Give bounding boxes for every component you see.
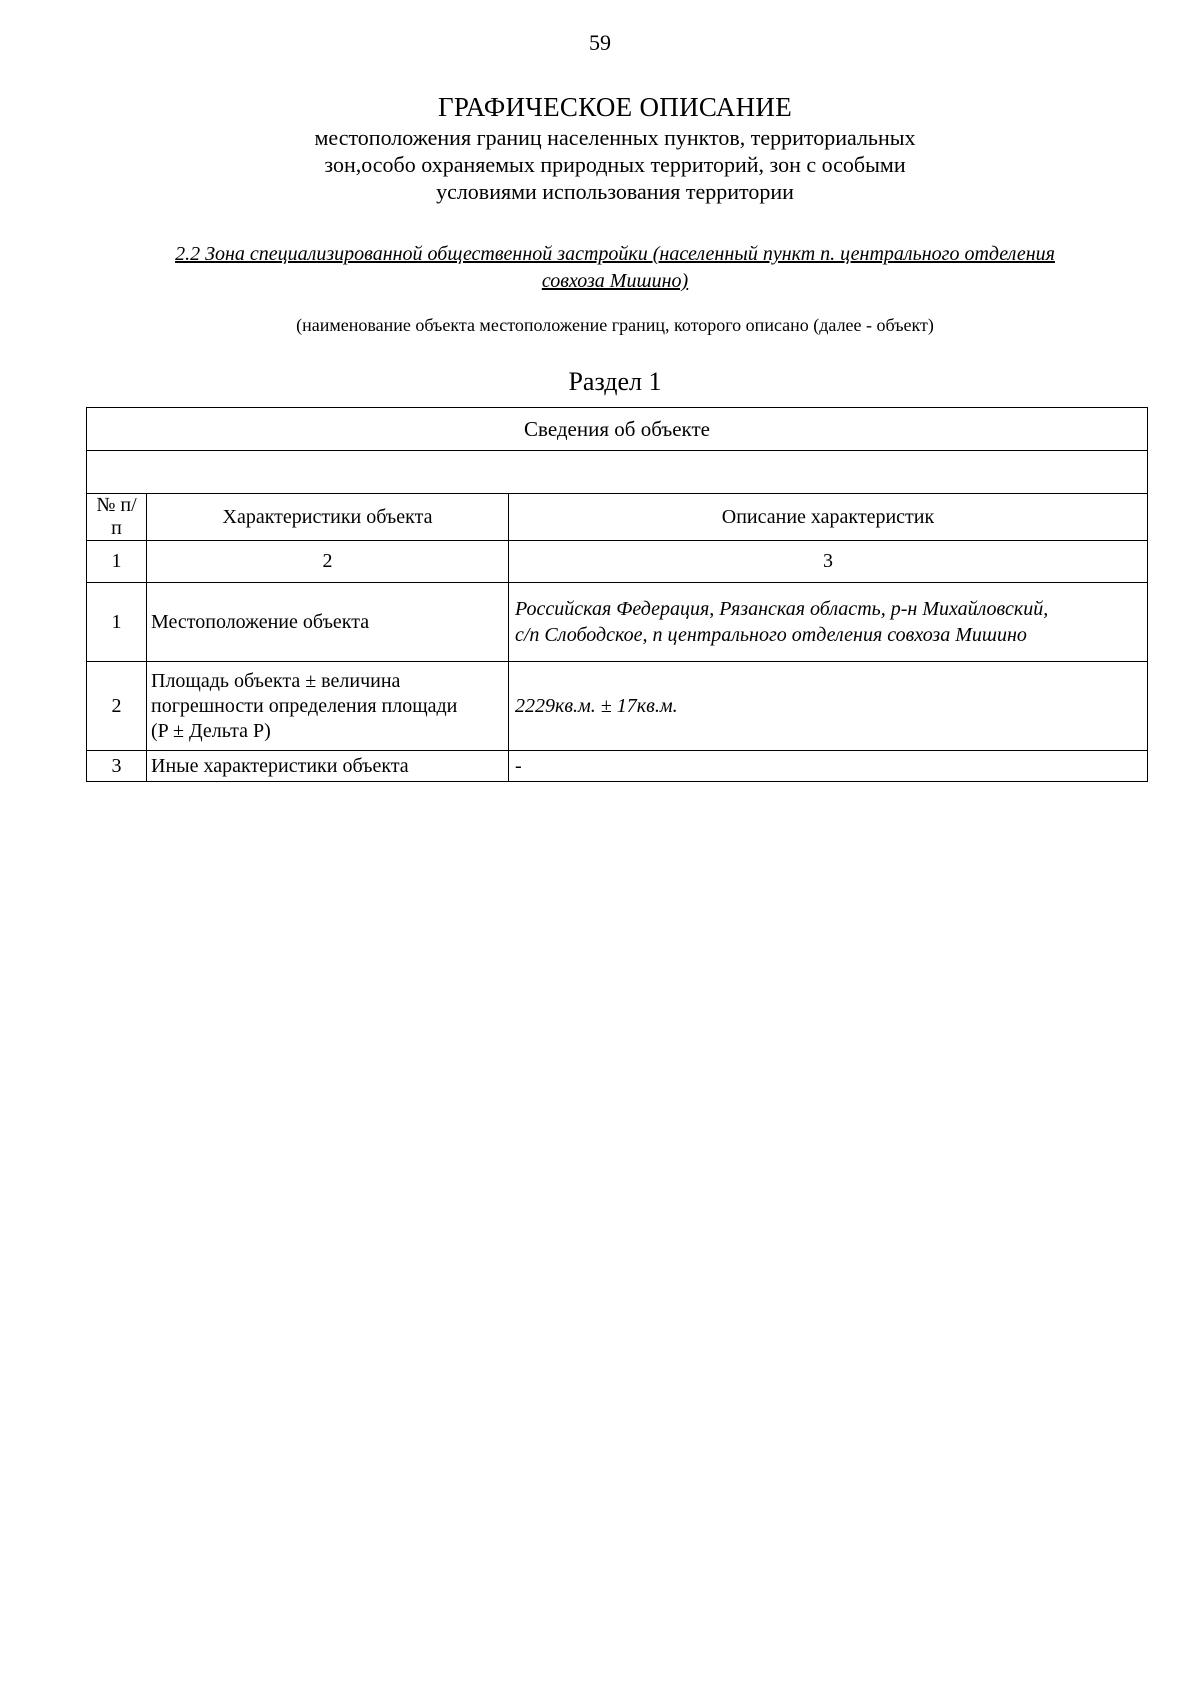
table-header-row	[87, 494, 1148, 541]
table-row	[87, 662, 1148, 751]
characteristic-line: (P ± Дельта P)	[151, 719, 271, 742]
row-characteristic: Иные характеристики объекта	[147, 751, 509, 782]
description-line: Российская Федерация, Рязанская область, р-н Михайловский,	[515, 598, 1049, 620]
characteristic-line: Площадь объекта ± величина	[151, 669, 401, 692]
column-header-characteristic: Характеристики объекта	[147, 494, 509, 541]
characteristic-line: погрешности определения площади	[151, 694, 458, 717]
document-title: ГРАФИЧЕСКОЕ ОПИСАНИЕ	[437, 92, 793, 122]
subtitle-line: зон,особо охраняемых природных территорий, зон с особыми	[324, 152, 906, 177]
row-description: -	[509, 751, 1148, 782]
document-subtitle	[0, 124, 1200, 205]
column-number: 3	[509, 541, 1148, 583]
subtitle-line: условиями использования территории	[436, 179, 794, 204]
row-characteristic	[147, 662, 509, 751]
column-header-description: Описание характеристик	[509, 494, 1148, 541]
table-title-row	[87, 408, 1148, 451]
object-name-line: совхоза Мишино)	[541, 270, 689, 292]
row-description	[509, 583, 1148, 662]
column-number: 1	[87, 541, 147, 583]
page-number: 59	[589, 30, 611, 55]
column-number: 2	[147, 541, 509, 583]
empty-cell	[87, 451, 1148, 494]
row-characteristic: Местоположение объекта	[147, 583, 509, 662]
table-column-numbers-row	[87, 541, 1148, 583]
table-empty-row	[87, 451, 1148, 494]
section-title: Раздел 1	[568, 367, 662, 396]
row-number: 3	[87, 751, 147, 782]
object-name-line: 2.2 Зона специализированной общественной застройки (населенный пункт п. центрального отделения	[175, 243, 1055, 265]
object-info-table	[86, 407, 1148, 782]
object-name	[100, 241, 1130, 295]
row-number: 1	[87, 583, 147, 662]
description-line: с/п Слободское, п центрального отделения совхоза Мишино	[515, 624, 1027, 646]
table-row	[87, 583, 1148, 662]
column-header-num: № п/п	[87, 494, 147, 541]
object-caption: (наименование объекта местоположение границ, которого описано (далее - объект)	[296, 315, 934, 335]
subtitle-line: местоположения границ населенных пунктов, территориальных	[314, 125, 916, 150]
row-description: 2229кв.м. ± 17кв.м.	[509, 662, 1148, 751]
row-number: 2	[87, 662, 147, 751]
table-title: Сведения об объекте	[87, 408, 1148, 451]
table-row	[87, 751, 1148, 782]
